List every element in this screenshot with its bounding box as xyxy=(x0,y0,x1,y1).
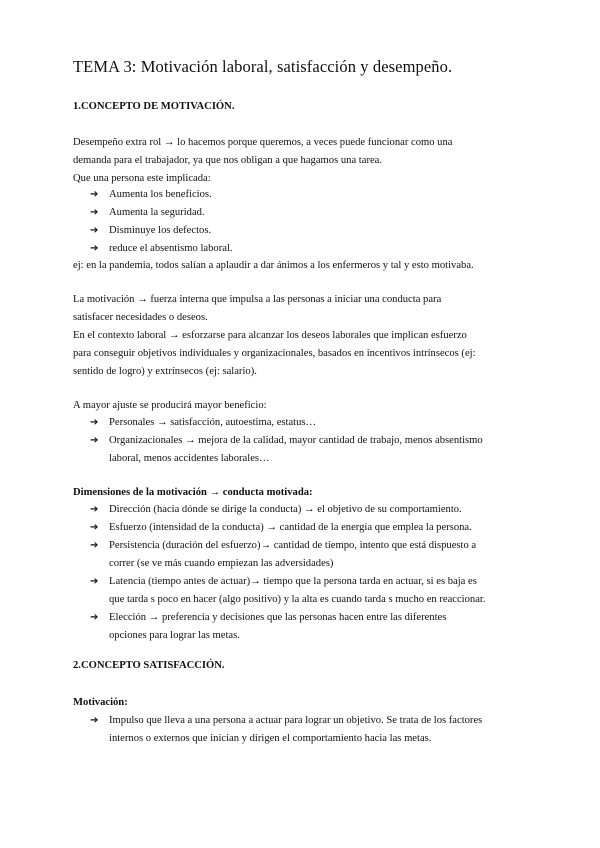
list-item-text: Personales → satisfacción, autoestima, estatus… xyxy=(109,417,317,428)
text-line: Que una persona este implicada: xyxy=(73,173,211,184)
list-item xyxy=(73,414,543,432)
text-line: satisfacer necesidades o deseos. xyxy=(73,312,208,323)
list-item-text: Aumenta la seguridad. xyxy=(109,207,205,218)
text-line: La motivación → fuerza interna que impulsa a las personas a iniciar una conducta para xyxy=(73,294,442,305)
list-item xyxy=(73,222,543,240)
benefits-list xyxy=(73,186,543,258)
arrow-bullet-icon: ➔ xyxy=(90,225,99,236)
document-title: TEMA 3: Motivación laboral, satisfacción y desempeño. xyxy=(73,57,453,76)
list-item-text: Organizacionales → mejora de la calidad, mayor cantidad de trabajo, menos absentismo xyxy=(109,435,483,446)
arrow-bullet-icon: ➔ xyxy=(90,504,99,515)
text-line: Desempeño extra rol → lo hacemos porque queremos, a veces puede funcionar como una xyxy=(73,137,453,148)
list-item-text: Elección → preferencia y decisiones que las personas hacen entre las diferentes xyxy=(109,612,447,623)
arrow-bullet-icon: ➔ xyxy=(90,207,99,218)
paragraph-adjustment xyxy=(73,397,533,415)
list-item-text: Latencia (tiempo antes de actuar)→ tiempo que la persona tarda en actuar, si es baja es xyxy=(109,576,477,587)
benefit-types-list xyxy=(73,414,543,468)
motivation-subheading xyxy=(73,694,533,712)
dimensions-list xyxy=(73,501,543,645)
arrow-bullet-icon: ➔ xyxy=(90,540,99,551)
section-heading-satisfaction: 2.CONCEPTO SATISFACCIÓN. xyxy=(73,660,225,671)
list-item-text: Esfuerzo (intensidad de la conducta) → cantidad de la energía que emplea la persona. xyxy=(109,522,472,533)
arrow-bullet-icon: ➔ xyxy=(90,417,99,428)
text-line: Motivación: xyxy=(73,697,128,708)
arrow-bullet-icon: ➔ xyxy=(90,243,99,254)
text-line: demanda para el trabajador, ya que nos obligan a que hagamos una tarea. xyxy=(73,155,383,166)
list-item-text: que tarda s poco en hacer (algo positivo) y la alta es cuando tarda s mucho en reaccionar. xyxy=(109,594,486,605)
text-line: ej: en la pandemia, todos salían a aplaudir a dar ánimos a los enfermeros y tal y esto motivaba. xyxy=(73,260,474,271)
list-item-text: internos o externos que inician y dirigen el comportamiento hacia las metas. xyxy=(109,733,432,744)
list-item-text: Aumenta los beneficios. xyxy=(109,189,212,200)
text-line: A mayor ajuste se producirá mayor beneficio: xyxy=(73,400,267,411)
arrow-bullet-icon: ➔ xyxy=(90,435,99,446)
dimensions-heading xyxy=(73,484,533,502)
text-line: sentido de logro) y extrínsecos (ej: salario). xyxy=(73,366,257,377)
text-line: Dimensiones de la motivación → conducta motivada: xyxy=(73,487,313,498)
list-item-text: correr (se ve más cuando empiezan las adversidades) xyxy=(109,558,334,569)
list-item-text: reduce el absentismo laboral. xyxy=(109,243,233,254)
list-item xyxy=(73,573,543,609)
list-item xyxy=(73,537,543,573)
text-line: En el contexto laboral → esforzarse para alcanzar los deseos laborales que implican esfuerzo xyxy=(73,330,467,341)
list-item xyxy=(73,432,543,468)
text-line: para conseguir objetivos individuales y organizacionales, basados en incentivos intrínsecos (ej: xyxy=(73,348,476,359)
arrow-bullet-icon: ➔ xyxy=(90,576,99,587)
list-item xyxy=(73,519,543,537)
arrow-bullet-icon: ➔ xyxy=(90,715,99,726)
arrow-bullet-icon: ➔ xyxy=(90,189,99,200)
list-item xyxy=(73,609,543,645)
arrow-bullet-icon: ➔ xyxy=(90,612,99,623)
list-item-text: Persistencia (duración del esfuerzo)→ cantidad de tiempo, intento que está dispuesto a xyxy=(109,540,477,551)
paragraph-extra-role xyxy=(73,134,533,188)
paragraph-motivation-definition xyxy=(73,291,533,381)
list-item-text: Impulso que lleva a una persona a actuar para lograr un objetivo. Se trata de los factores xyxy=(109,715,483,726)
list-item xyxy=(73,712,543,748)
arrow-bullet-icon: ➔ xyxy=(90,522,99,533)
motivation-definition-list xyxy=(73,712,543,748)
list-item xyxy=(73,240,543,258)
list-item-text: Disminuye los defectos. xyxy=(109,225,212,236)
list-item xyxy=(73,501,543,519)
list-item-text: Dirección (hacia dónde se dirige la conducta) → el objetivo de su comportamiento. xyxy=(109,504,462,515)
section-heading-motivation: 1.CONCEPTO DE MOTIVACIÓN. xyxy=(73,101,235,112)
example-paragraph xyxy=(73,257,533,275)
list-item xyxy=(73,186,543,204)
list-item-text: laboral, menos accidentes laborales… xyxy=(109,453,270,464)
list-item-text: opciones para lograr las metas. xyxy=(109,630,240,641)
list-item xyxy=(73,204,543,222)
